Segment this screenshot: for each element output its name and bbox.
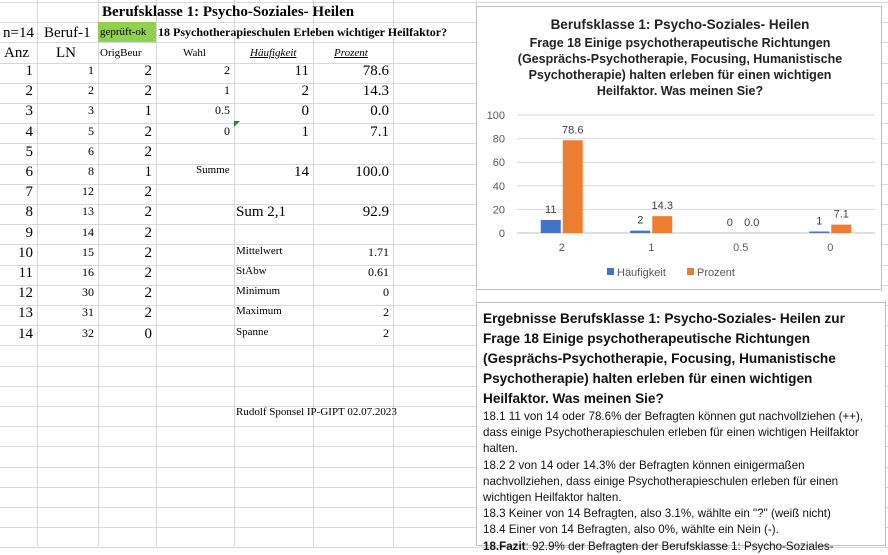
row-anz: 6 bbox=[25, 164, 33, 180]
row-origbeur: 2 bbox=[144, 305, 152, 321]
question-text: 18 Psychotherapieschulen Erleben wichtiger Heilfaktor? bbox=[158, 25, 448, 39]
x-tick-label: 0 bbox=[827, 242, 834, 254]
row-origbeur: 2 bbox=[144, 225, 152, 241]
row-wahl: 0.5 bbox=[215, 103, 230, 117]
n-label: n=14 bbox=[3, 25, 34, 41]
bar-haeufigkeit bbox=[630, 231, 650, 233]
row-anz: 3 bbox=[25, 103, 33, 119]
row-ln: 6 bbox=[88, 144, 94, 158]
row-haeufigkeit: 1 bbox=[301, 124, 309, 140]
y-tick-label: 0 bbox=[498, 228, 505, 240]
row-ln: 32 bbox=[82, 326, 94, 340]
row-origbeur: 2 bbox=[144, 285, 152, 301]
results-paragraphs bbox=[483, 409, 879, 539]
row-wahl: 2 bbox=[224, 63, 230, 77]
legend-label: Häufigkeit bbox=[617, 267, 666, 279]
row-ln: 1 bbox=[88, 63, 94, 77]
bar-prozent bbox=[831, 225, 851, 233]
x-tick-label: 2 bbox=[558, 242, 565, 254]
grid-column-line bbox=[156, 0, 157, 546]
data-label: 7.1 bbox=[833, 208, 849, 221]
data-label: 14.3 bbox=[651, 200, 673, 213]
row-anz: 1 bbox=[25, 63, 33, 79]
legend-swatch bbox=[687, 268, 694, 275]
fazit-label: 18.Fazit bbox=[483, 539, 526, 553]
data-label: 11 bbox=[545, 204, 557, 217]
row-wahl-label: Summe bbox=[196, 164, 230, 176]
row-wahl: 0 bbox=[224, 124, 230, 138]
row-origbeur: 1 bbox=[144, 164, 152, 180]
row-haeufigkeit: 14 bbox=[294, 164, 309, 180]
row-ln: 2 bbox=[88, 83, 94, 97]
grid-row-line bbox=[0, 2, 888, 3]
y-tick-label: 100 bbox=[486, 110, 505, 122]
row-ln: 15 bbox=[82, 245, 94, 259]
row-stat-value: 1.71 bbox=[368, 245, 389, 259]
results-paragraph: 18.4 Einer von 14 Befragten, also 0%, wählte ein Nein (-). bbox=[483, 523, 779, 537]
row-anz: 10 bbox=[18, 245, 33, 261]
check-badge: geprüft-ok bbox=[98, 22, 156, 42]
legend-swatch bbox=[607, 268, 614, 275]
results-fazit bbox=[483, 539, 879, 555]
data-label: 1 bbox=[816, 215, 823, 228]
row-ln: 30 bbox=[82, 285, 94, 299]
grid-column-line bbox=[393, 0, 394, 546]
row-stat-value: 0 bbox=[383, 285, 389, 299]
row-ln: 13 bbox=[82, 204, 94, 218]
row-anz: 8 bbox=[25, 204, 33, 220]
row-origbeur: 2 bbox=[144, 265, 152, 281]
y-tick-label: 40 bbox=[492, 180, 505, 193]
row-ln: 14 bbox=[82, 225, 94, 239]
chart-subtitle-line: (Gesprächs-Psychotherapie, Focusing, Humanistische bbox=[517, 52, 843, 66]
row-haeufigkeit: 0 bbox=[301, 103, 309, 119]
row-origbeur: 2 bbox=[144, 245, 152, 261]
row-stat-label: Maximum bbox=[236, 305, 282, 317]
header-ln: LN bbox=[56, 45, 76, 61]
row-ln: 12 bbox=[82, 184, 94, 198]
row-prozent: 92.9 bbox=[362, 204, 389, 220]
header-anz: Anz bbox=[4, 45, 29, 61]
row-ln: 16 bbox=[82, 265, 94, 279]
bar-haeufigkeit bbox=[541, 220, 561, 233]
row-prozent: 78.6 bbox=[362, 63, 389, 79]
row-origbeur: 2 bbox=[144, 63, 152, 79]
row-ln: 3 bbox=[88, 103, 94, 117]
row-anz: 13 bbox=[18, 305, 33, 321]
row-anz: 7 bbox=[25, 184, 33, 200]
data-label: 0.0 bbox=[744, 217, 760, 229]
legend-label: Prozent bbox=[697, 267, 735, 279]
row-origbeur: 0 bbox=[144, 326, 152, 342]
chart-panel[interactable] bbox=[476, 6, 882, 290]
group-label: Beruf-1 bbox=[44, 25, 91, 41]
row-anz: 12 bbox=[18, 285, 33, 301]
row-stat-label: Minimum bbox=[236, 285, 281, 297]
results-textbox[interactable] bbox=[476, 302, 886, 553]
chart-subtitle-line: Heilfaktor. Was meinen Sie? bbox=[596, 84, 764, 98]
signature: Rudolf Sponsel IP-GIPT 02.07.2023 bbox=[236, 406, 397, 418]
bar-prozent bbox=[652, 216, 672, 233]
row-haeufigkeit: 2 bbox=[301, 83, 309, 99]
row-anz: 9 bbox=[25, 225, 33, 241]
row-prozent: 100.0 bbox=[355, 164, 389, 180]
row-origbeur: 1 bbox=[144, 103, 152, 119]
row-anz: 5 bbox=[25, 144, 33, 160]
y-tick-label: 60 bbox=[492, 157, 505, 170]
row-stat-label: StAbw bbox=[236, 265, 267, 277]
row-anz: 14 bbox=[18, 326, 33, 342]
row-anz: 4 bbox=[25, 124, 33, 140]
row-origbeur: 2 bbox=[144, 83, 152, 99]
bar-prozent bbox=[563, 140, 583, 233]
row-haeufigkeit: 11 bbox=[294, 63, 309, 79]
results-paragraph: 18.1 11 von 14 oder 78.6% der Befragten können gut nachvollziehen (++), dass einige Psychotherapieschulen erleben für einen wichtigen Heilfaktor halten. bbox=[483, 410, 864, 456]
row-ln: 8 bbox=[88, 164, 94, 178]
data-label: 78.6 bbox=[562, 124, 584, 137]
bar-chart bbox=[477, 7, 881, 289]
x-tick-label: 1 bbox=[648, 242, 655, 254]
row-stat-value: 2 bbox=[383, 326, 389, 340]
header-haeufigkeit: Häufigkeit bbox=[250, 47, 297, 59]
row-stat-label: Mittelwert bbox=[236, 245, 283, 257]
chart-subtitle-line: Psychotherapie) halten erleben für einen wichtigen bbox=[528, 68, 832, 82]
bar-haeufigkeit bbox=[809, 232, 829, 234]
row-ln: 31 bbox=[82, 305, 94, 319]
row-origbeur: 2 bbox=[144, 204, 152, 220]
results-paragraph: 18.3 Keiner von 14 Befragten, also 3.1%, wählte ein "?" (weiß nicht) bbox=[483, 507, 831, 521]
row-ln: 5 bbox=[88, 124, 94, 138]
y-tick-label: 20 bbox=[492, 204, 505, 217]
row-prozent: 0.0 bbox=[370, 103, 389, 119]
row-anz: 2 bbox=[25, 83, 33, 99]
results-heading: Ergebnisse Berufsklasse 1: Psycho-Soziales- Heilen zur Frage 18 Einige psychotherapeutische Richtungen (Gesprächs-Psychotherapie, Focusing, Humanistische Psychotherapie) halten erleben für einen wichtigen Heilfaktor. Was meinen Sie? bbox=[483, 311, 845, 406]
data-label: 0 bbox=[726, 217, 733, 229]
row-origbeur: 2 bbox=[144, 144, 152, 160]
x-tick-label: 0.5 bbox=[733, 242, 749, 254]
header-wahl: Wahl bbox=[183, 47, 206, 59]
row-origbeur: 2 bbox=[144, 184, 152, 200]
row-origbeur: 2 bbox=[144, 124, 152, 140]
error-indicator-icon bbox=[234, 121, 240, 127]
header-prozent: Prozent bbox=[334, 47, 368, 59]
row-prozent: 7.1 bbox=[370, 124, 389, 140]
results-paragraph: 18.2 2 von 14 oder 14.3% der Befragten können einigermaßen nachvollziehen, dass einige Psychotherapieschulen erleben für einen wichtigen Heilfaktor halten. bbox=[483, 458, 839, 505]
chart-title: Berufsklasse 1: Psycho-Soziales- Heilen bbox=[550, 17, 810, 32]
y-tick-label: 80 bbox=[492, 133, 505, 146]
row-stat-value: 2 bbox=[383, 305, 389, 319]
row-wahl: 1 bbox=[224, 83, 230, 97]
header-origbeur: OrigBeur bbox=[100, 47, 142, 59]
row-stat-value: 0.61 bbox=[368, 265, 389, 279]
row-prozent: 14.3 bbox=[362, 83, 389, 99]
fazit-text: : 92.9% der Befragten der Berufsklasse 1: Psycho-Soziales- bbox=[525, 539, 834, 553]
row-stat-label: Spanne bbox=[236, 326, 269, 338]
grid-column-line bbox=[234, 0, 235, 546]
sheet-title: Berufsklasse 1: Psycho-Soziales- Heilen bbox=[102, 4, 355, 20]
chart-subtitle-line: Frage 18 Einige psychotherapeutische Richtungen bbox=[529, 36, 831, 50]
row-anz: 11 bbox=[18, 265, 33, 281]
data-label: 2 bbox=[637, 214, 644, 227]
row-sum-label: Sum 2,1 bbox=[236, 204, 287, 220]
